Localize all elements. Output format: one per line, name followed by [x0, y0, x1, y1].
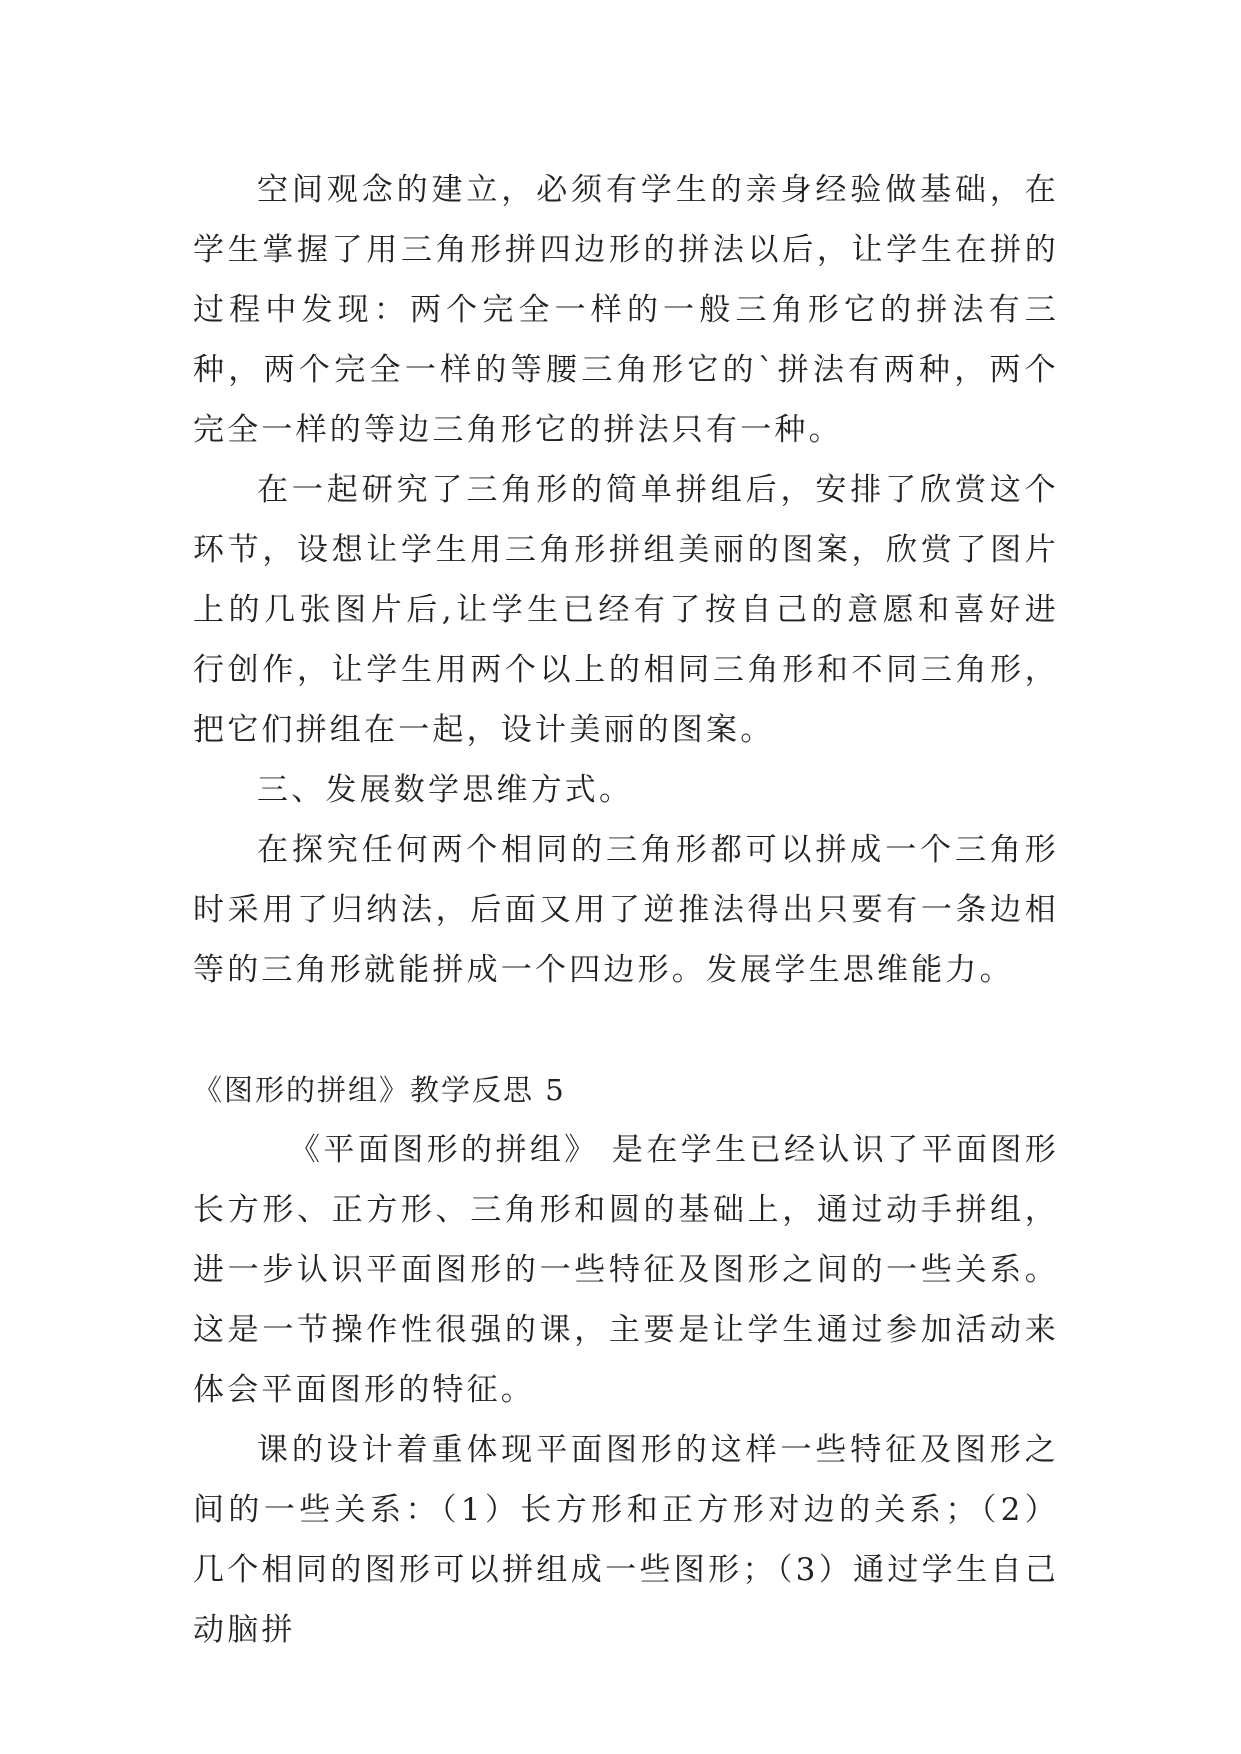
paragraph-appreciation: 在一起研究了三角形的简单拼组后，安排了欣赏这个环节，设想让学生用三角形拼组美丽的图案，欣赏了图片上的几张图片后,让学生已经有了按自己的意愿和喜好进行创作，让学生用两个以上的相同三角形和不同三角形，把它们拼组在一起，设计美丽的图案。: [193, 472, 1059, 748]
paragraph-induction: 在探究任何两个相同的三角形都可以拼成一个三角形时采用了归纳法，后面又用了逆推法得出只要有一条边相等的三角形就能拼成一个四边形。发展学生思维能力。: [193, 832, 1059, 988]
paragraph-design: 课的设计着重体现平面图形的这样一些特征及图形之间的一些关系：（1）长方形和正方形对边的关系；（2）几个相同的图形可以拼组成一些图形；（3）通过学生自己动脑拼: [193, 1432, 1059, 1648]
document-page: [193, 160, 1059, 1660]
paragraph-intro: 《平面图形的拼组》 是在学生已经认识了平面图形长方形、正方形、三角形和圆的基础上，通过动手拼组，进一步认识平面图形的一些特征及图形之间的一些关系。这是一节操作性很强的课，主要是让学生通过参加活动来体会平面图形的特征。: [193, 1132, 1059, 1408]
paragraph-spatial-concept: 空间观念的建立，必须有学生的亲身经验做基础，在学生掌握了用三角形拼四边形的拼法以后，让学生在拼的过程中发现：两个完全一样的一般三角形它的拼法有三种，两个完全一样的等腰三角形它的`拼法有两种，两个完全一样的等边三角形它的拼法只有一种。: [193, 172, 1059, 448]
section-heading-thinking: 三、发展数学思维方式。: [257, 772, 634, 808]
reflection-title: 《图形的拼组》教学反思 5: [193, 1073, 566, 1107]
